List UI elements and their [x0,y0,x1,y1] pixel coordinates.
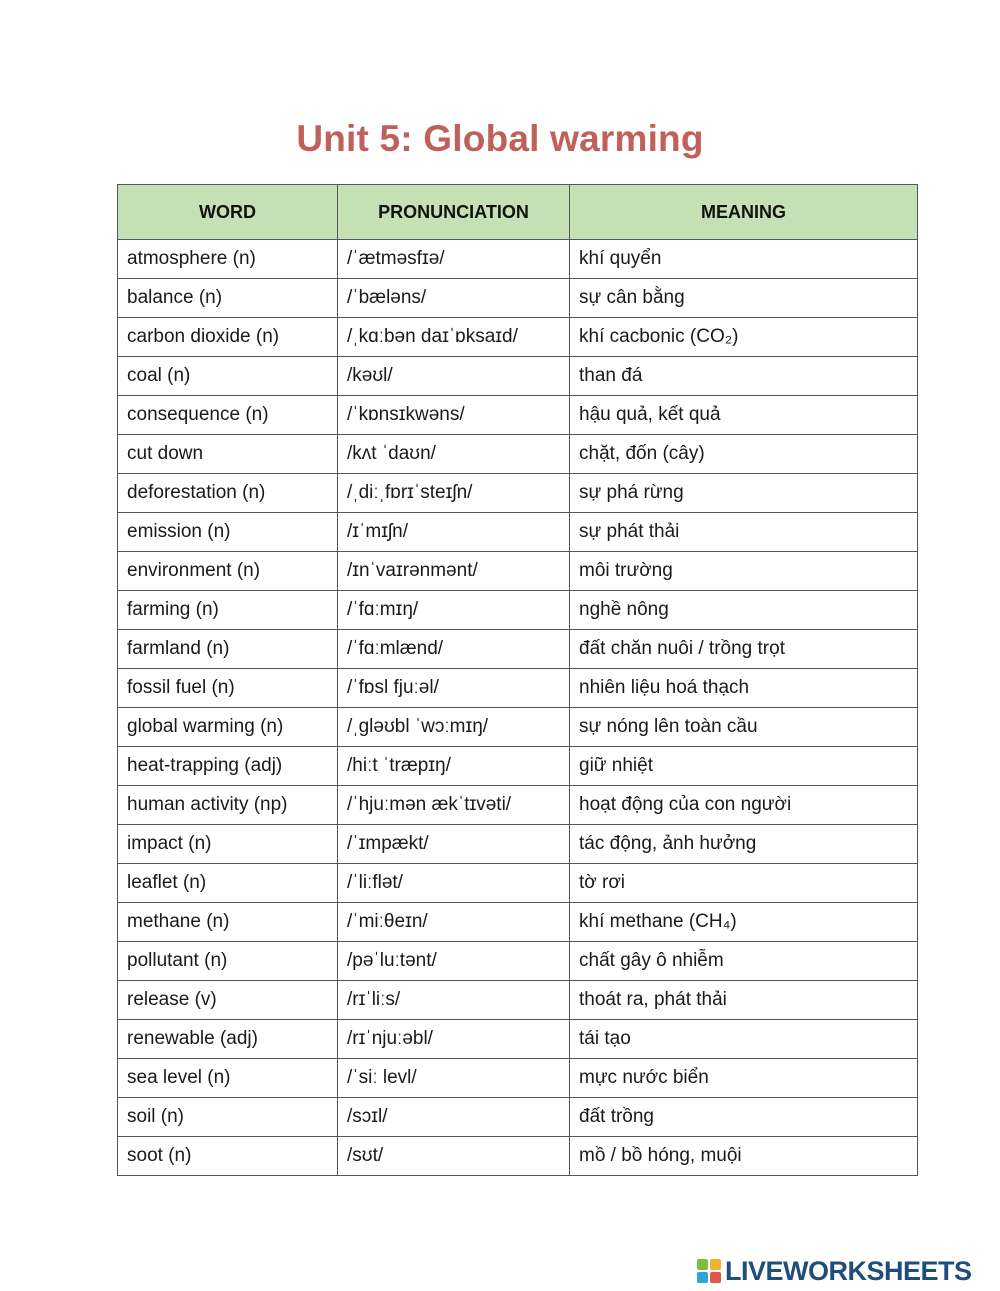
cell-meaning: chặt, đốn (cây) [570,435,918,474]
table-row [118,591,918,630]
cell-pronunciation: /ɪˈmɪʃn/ [338,513,570,552]
cell-word: cut down [118,435,338,474]
cell-meaning: hoạt động của con người [570,786,918,825]
cell-pronunciation: /ˈhjuːmən ækˈtɪvəti/ [338,786,570,825]
cell-word: release (v) [118,981,338,1020]
cell-word: fossil fuel (n) [118,669,338,708]
cell-pronunciation: /ˈfɑːmɪŋ/ [338,591,570,630]
cell-pronunciation: /ˌdiːˌfɒrɪˈsteɪʃn/ [338,474,570,513]
cell-meaning: tờ rơi [570,864,918,903]
cell-pronunciation: /kəʊl/ [338,357,570,396]
table-row [118,240,918,279]
cell-word: consequence (n) [118,396,338,435]
table-row [118,1020,918,1059]
table-row [118,357,918,396]
header-pronunciation: PRONUNCIATION [338,185,570,240]
cell-meaning: khí methane (CH₄) [570,903,918,942]
table-row [118,942,918,981]
cell-word: soil (n) [118,1098,338,1137]
cell-pronunciation: /ˈɪmpækt/ [338,825,570,864]
logo-square-icon [697,1272,708,1283]
cell-pronunciation: /ˌgləʊbl ˈwɔːmɪŋ/ [338,708,570,747]
cell-meaning: sự nóng lên toàn cầu [570,708,918,747]
cell-word: leaflet (n) [118,864,338,903]
cell-meaning: khí cacbonic (CO₂) [570,318,918,357]
cell-pronunciation: /kʌt ˈdaʊn/ [338,435,570,474]
cell-word: impact (n) [118,825,338,864]
cell-word: human activity (np) [118,786,338,825]
cell-pronunciation: /ˈætməsfɪə/ [338,240,570,279]
cell-meaning: sự phát thải [570,513,918,552]
cell-meaning: tái tạo [570,1020,918,1059]
logo-square-icon [710,1272,721,1283]
brand-name: LIVEWORKSHEETS [725,1255,972,1286]
cell-meaning: sự phá rừng [570,474,918,513]
cell-word: heat-trapping (adj) [118,747,338,786]
table-row [118,864,918,903]
cell-meaning: than đá [570,357,918,396]
table-row [118,1059,918,1098]
liveworksheets-logo-icon [697,1259,721,1283]
page-title: Unit 5: Global warming [296,118,704,159]
cell-word: renewable (adj) [118,1020,338,1059]
header-meaning: MEANING [570,185,918,240]
cell-word: sea level (n) [118,1059,338,1098]
cell-pronunciation: /ˈmiːθeɪn/ [338,903,570,942]
table-row [118,279,918,318]
cell-pronunciation: /sʊt/ [338,1137,570,1176]
cell-meaning: nhiên liệu hoá thạch [570,669,918,708]
cell-meaning: đất trồng [570,1098,918,1137]
vocabulary-table [117,184,918,1176]
cell-word: farming (n) [118,591,338,630]
cell-meaning: môi trường [570,552,918,591]
cell-word: soot (n) [118,1137,338,1176]
cell-word: emission (n) [118,513,338,552]
liveworksheets-brand [697,1254,997,1288]
cell-pronunciation: /ˈfɑːmlænd/ [338,630,570,669]
cell-meaning: chất gây ô nhiễm [570,942,918,981]
cell-pronunciation: /pəˈluːtənt/ [338,942,570,981]
cell-meaning: hậu quả, kết quả [570,396,918,435]
logo-square-icon [697,1259,708,1270]
table-row [118,708,918,747]
cell-word: carbon dioxide (n) [118,318,338,357]
cell-pronunciation: /ɪnˈvaɪrənmənt/ [338,552,570,591]
table-row [118,318,918,357]
cell-word: pollutant (n) [118,942,338,981]
cell-meaning: mồ / bồ hóng, muội [570,1137,918,1176]
cell-pronunciation: /rɪˈnjuːəbl/ [338,1020,570,1059]
table-body [118,240,918,1176]
cell-word: farmland (n) [118,630,338,669]
cell-pronunciation: /ˌkɑːbən daɪˈɒksaɪd/ [338,318,570,357]
cell-meaning: sự cân bằng [570,279,918,318]
table-row [118,513,918,552]
cell-pronunciation: /sɔɪl/ [338,1098,570,1137]
cell-meaning: đất chăn nuôi / trồng trọt [570,630,918,669]
table-row [118,552,918,591]
cell-meaning: giữ nhiệt [570,747,918,786]
table-row [118,1098,918,1137]
table-row [118,474,918,513]
cell-pronunciation: /ˈkɒnsɪkwəns/ [338,396,570,435]
cell-pronunciation: /rɪˈliːs/ [338,981,570,1020]
cell-pronunciation: /ˈfɒsl fjuːəl/ [338,669,570,708]
cell-meaning: thoát ra, phát thải [570,981,918,1020]
cell-meaning: khí quyển [570,240,918,279]
cell-word: global warming (n) [118,708,338,747]
cell-pronunciation: /ˈbæləns/ [338,279,570,318]
cell-word: environment (n) [118,552,338,591]
logo-square-icon [710,1259,721,1270]
cell-word: deforestation (n) [118,474,338,513]
cell-meaning: mực nước biển [570,1059,918,1098]
table-row [118,903,918,942]
cell-meaning: tác động, ảnh hưởng [570,825,918,864]
table-row [118,747,918,786]
cell-word: atmosphere (n) [118,240,338,279]
header-word: WORD [118,185,338,240]
cell-pronunciation: /ˈsiː levl/ [338,1059,570,1098]
table-row [118,396,918,435]
table-row [118,825,918,864]
table-row [118,630,918,669]
cell-pronunciation: /hiːt ˈtræpɪŋ/ [338,747,570,786]
cell-word: balance (n) [118,279,338,318]
table-row [118,669,918,708]
table-row [118,1137,918,1176]
cell-word: methane (n) [118,903,338,942]
table-header-row [118,185,918,240]
table-row [118,786,918,825]
table-row [118,435,918,474]
cell-meaning: nghề nông [570,591,918,630]
cell-word: coal (n) [118,357,338,396]
table-row [118,981,918,1020]
cell-pronunciation: /ˈliːflət/ [338,864,570,903]
